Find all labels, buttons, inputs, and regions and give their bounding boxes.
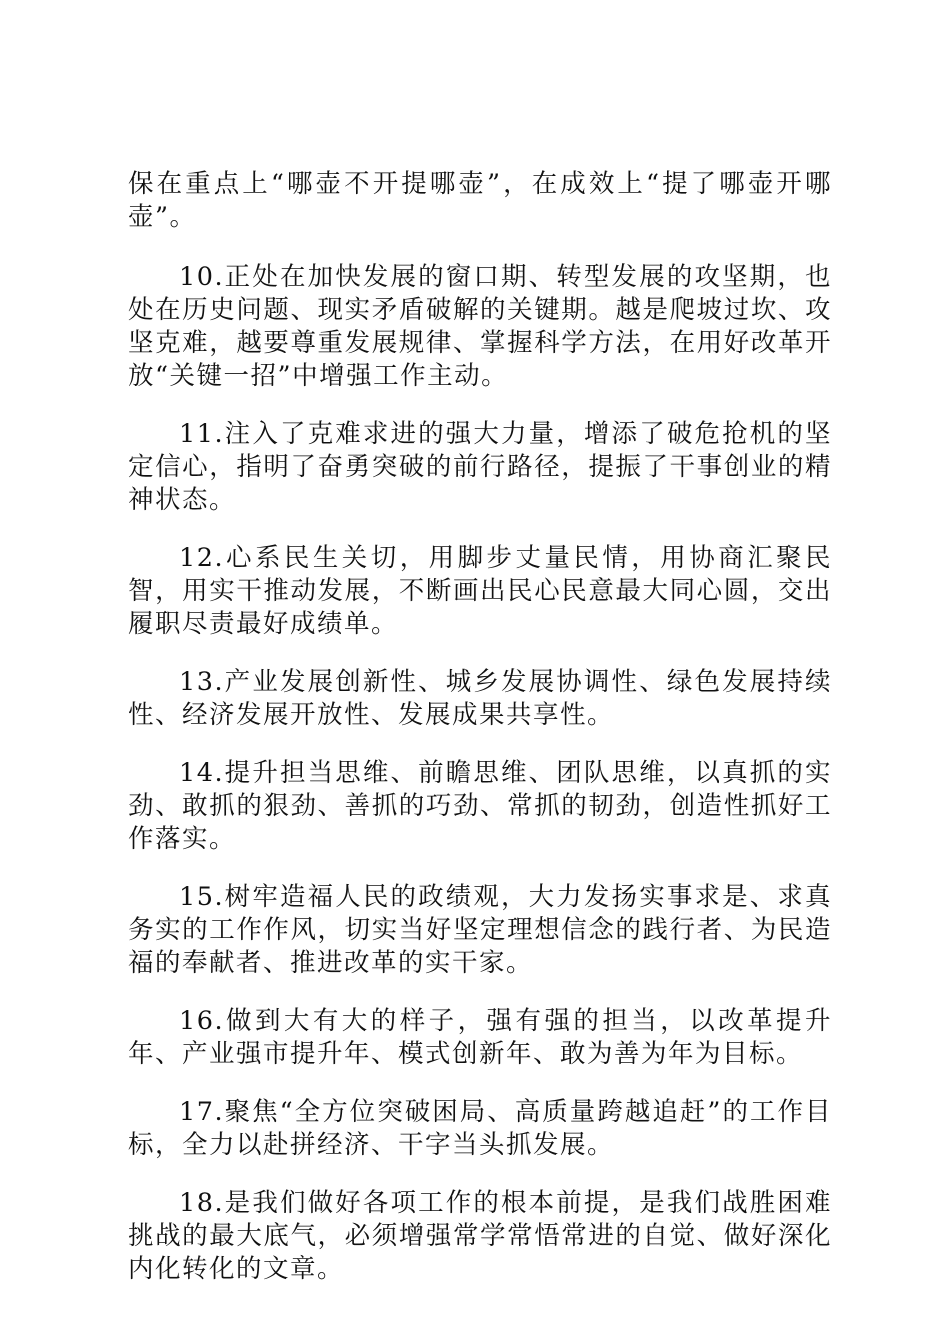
document-body: [128, 168, 832, 1311]
continuation-paragraph: 保在重点上“哪壶不开提哪壶”，在成效上“提了哪壶开哪壶”。: [128, 169, 832, 232]
list-item-18: 18.是我们做好各项工作的根本前提，是我们战胜困难挑战的最大底气，必须增强常学常悟常进的自觉、做好深化内化转化的文章。: [128, 1188, 832, 1284]
list-item-10: 10.正处在加快发展的窗口期、转型发展的攻坚期，也处在历史问题、现实矛盾破解的关键期。越是爬坡过坎、攻坚克难，越要尊重发展规律、掌握科学方法，在用好改革开放“关键一招”中增强工作主动。: [128, 262, 832, 391]
list-item-11: 11.注入了克难求进的强大力量，增添了破危抢机的坚定信心，指明了奋勇突破的前行路径，提振了干事创业的精神状态。: [128, 419, 832, 515]
list-item-16: 16.做到大有大的样子，强有强的担当，以改革提升年、产业强市提升年、模式创新年、敢为善为年为目标。: [128, 1006, 832, 1069]
list-item-13: 13.产业发展创新性、城乡发展协调性、绿色发展持续性、经济发展开放性、发展成果共享性。: [128, 667, 832, 730]
list-item-14: 14.提升担当思维、前瞻思维、团队思维，以真抓的实劲、敢抓的狠劲、善抓的巧劲、常抓的韧劲，创造性抓好工作落实。: [128, 758, 832, 854]
list-item-15: 15.树牢造福人民的政绩观，大力发扬实事求是、求真务实的工作作风，切实当好坚定理想信念的践行者、为民造福的奉献者、推进改革的实干家。: [128, 882, 832, 978]
list-item-17: 17.聚焦“全方位突破困局、高质量跨越追赶”的工作目标，全力以赴拼经济、干字当头抓发展。: [128, 1097, 832, 1160]
list-item-12: 12.心系民生关切，用脚步丈量民情，用协商汇聚民智，用实干推动发展，不断画出民心民意最大同心圆，交出履职尽责最好成绩单。: [128, 543, 832, 639]
